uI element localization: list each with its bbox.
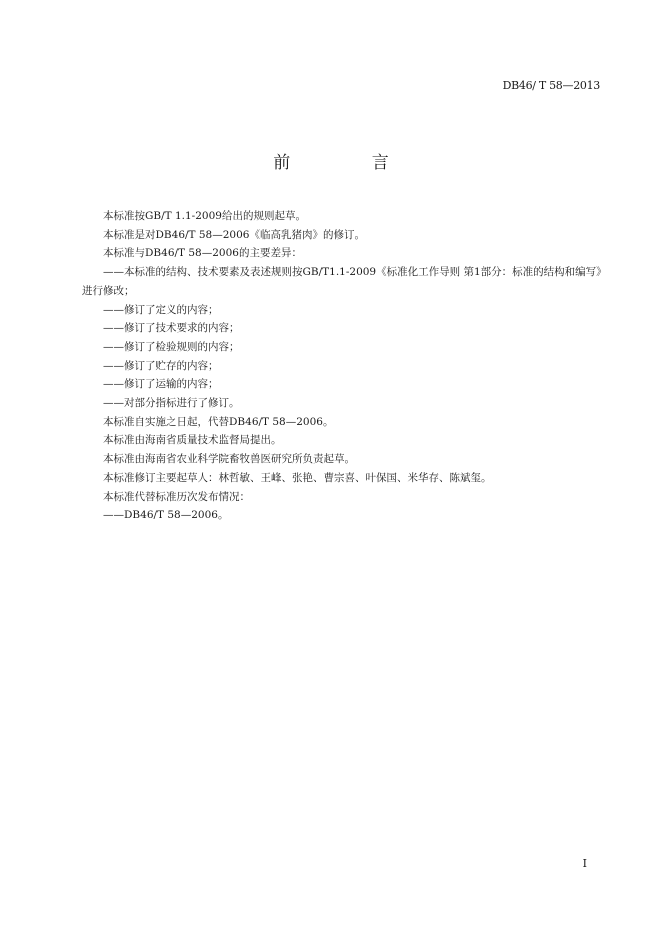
list-item: ——修订了定义的内容； (103, 303, 219, 316)
paragraph: 本标准是对DB46/T 58—2006《临高乳猪肉》的修订。 (103, 228, 365, 241)
paragraph: 本标准由海南省质量技术监督局提出。 (103, 434, 282, 447)
paragraph: 本标准自实施之日起，代替DB46/T 58—2006。 (103, 415, 334, 428)
list-item: ——对部分指标进行了修订。 (103, 397, 240, 410)
page-number: I (582, 857, 587, 870)
list-item: ——修订了贮存的内容； (103, 359, 219, 372)
page-title: 前 言 (273, 153, 427, 173)
foreword-body (82, 207, 602, 525)
list-item: ——DB46/T 58—2006。 (103, 509, 229, 522)
paragraph: 本标准由海南省农业科学院畜牧兽医研究所负责起草。 (103, 453, 355, 466)
standard-code: DB46/ T 58—2013 (502, 79, 600, 92)
paragraph: 本标准与DB46/T 58—2006的主要差异： (103, 247, 302, 260)
paragraph: 本标准修订主要起草人：林哲敏、王峰、张艳、曹宗喜、叶保国、米华存、陈斌玺。 (103, 471, 492, 484)
list-item: ——修订了技术要求的内容； (103, 322, 240, 335)
list-item: ——修订了检验规则的内容； (103, 340, 240, 353)
list-item: ——修订了运输的内容； (103, 378, 219, 391)
paragraph: 本标准按GB/T 1.1-2009给出的规则起草。 (103, 210, 306, 222)
paragraph: ——本标准的结构、技术要素及表述规则按GB/T1.1-2009《标准化工作导则 第1部分：标准的结构和编写》进行修改； (82, 266, 602, 297)
paragraph: 本标准代替标准历次发布情况： (103, 490, 250, 503)
